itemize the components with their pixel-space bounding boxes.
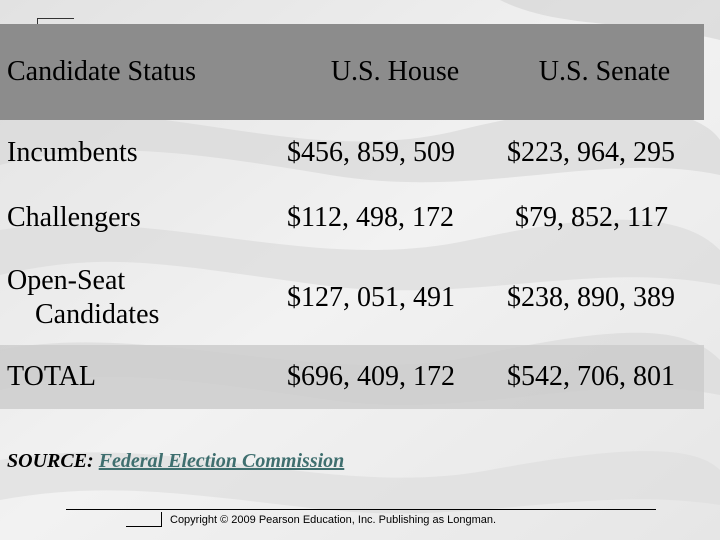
row-label-challengers: Challengers <box>7 201 141 233</box>
cell-senate-total: $542, 706, 801 <box>507 361 675 393</box>
row-label-open-seat-line1: Open-Seat <box>7 264 126 296</box>
cell-senate-incumbents: $223, 964, 295 <box>507 136 675 168</box>
footer-divider <box>66 509 656 510</box>
cell-senate-open-seat: $238, 890, 389 <box>507 281 675 313</box>
cell-house-challengers: $112, 498, 172 <box>287 201 454 233</box>
row-label-incumbents: Incumbents <box>7 136 138 168</box>
cell-senate-challengers: $79, 852, 117 <box>515 201 668 233</box>
row-label-open-seat-line2: Candidates <box>35 298 160 330</box>
source-prefix: SOURCE: <box>7 450 99 472</box>
row-label-total: TOTAL <box>7 361 97 393</box>
source-note <box>7 450 344 473</box>
row-label-open-seat <box>0 250 285 345</box>
table-row <box>0 250 704 345</box>
cell-house-incumbents: $456, 859, 509 <box>287 136 455 168</box>
campaign-spending-table <box>0 24 704 409</box>
table-header-row <box>0 24 704 120</box>
table-row <box>0 120 704 185</box>
header-candidate-status: Candidate Status <box>7 56 196 88</box>
header-us-senate: U.S. Senate <box>538 56 671 88</box>
copyright-text: Copyright © 2009 Pearson Education, Inc. Publishing as Longman. <box>170 514 497 526</box>
table-total-row <box>0 345 704 409</box>
fec-link[interactable]: Federal Election Commission <box>98 450 345 472</box>
cell-house-total: $696, 409, 172 <box>287 361 455 393</box>
cell-house-open-seat: $127, 051, 491 <box>287 281 455 313</box>
footer-decoration <box>126 512 162 527</box>
header-us-house: U.S. House <box>330 56 460 88</box>
table-row <box>0 185 704 250</box>
